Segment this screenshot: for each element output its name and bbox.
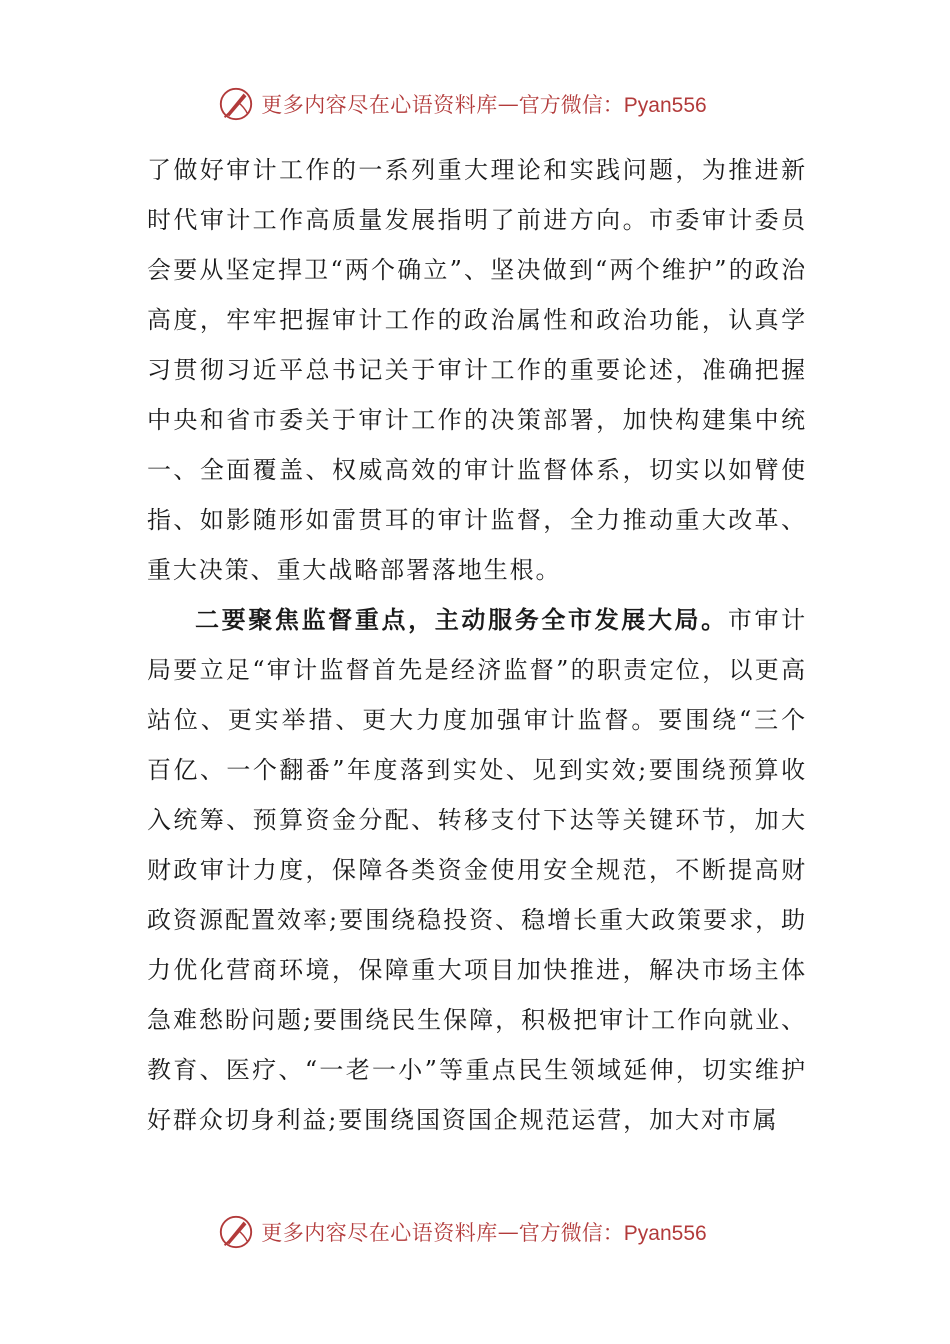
header-banner [0, 82, 950, 126]
quill-pen-icon [217, 85, 255, 123]
paragraph-2-heading: 二要聚焦监督重点，主动服务全市发展大局。 [195, 605, 728, 634]
footer-brand-text: 更多内容尽在心语资料库 [261, 1221, 498, 1245]
header-separator: — [497, 92, 519, 116]
paragraph-2 [147, 595, 807, 1145]
header-contact-text: 官方微信：Pyan556 [518, 94, 707, 117]
footer-separator: — [497, 1220, 519, 1244]
paragraph-1: 了做好审计工作的一系列重大理论和实践问题，为推进新时代审计工作高质量发展指明了前进方向。市委审计委员会要从坚定捍卫“两个确立”、坚决做到“两个维护”的政治高度，牢牢把握审计工作的政治属性和政治功能，认真学习贯彻习近平总书记关于审计工作的重要论述，准确把握中央和省市委关于审计工作的决策部署，加快构建集中统一、全面覆盖、权威高效的审计监督体系，切实以如臂使指、如影随形如雷贯耳的审计监督，全力推动重大改革、重大决策、重大战略部署落地生根。 [147, 156, 807, 584]
paragraph-2-text: 市审计局要立足“审计监督首先是经济监督”的职责定位，以更高站位、更实举措、更大力度加强审计监督。要围绕“三个百亿、一个翻番”年度落到实处、见到实效;要围绕预算收入统筹、预算资金分配、转移支付下达等关键环节，加大财政审计力度，保障各类资金使用安全规范，不断提高财政资源配置效率;要围绕稳投资、稳增长重大政策要求，助力优化营商环境，保障重大项目加快推进，解决市场主体急难愁盼问题;要围绕民生保障，积极把审计工作向就业、教育、医疗、“一老一小”等重点民生领域延伸，切实维护好群众切身利益;要围绕国资国企规范运营，加大对市属 [147, 606, 808, 1134]
footer-banner [0, 1210, 950, 1254]
footer-contact-text: 官方微信：Pyan556 [518, 1222, 707, 1245]
document-body [147, 145, 807, 1145]
quill-pen-icon [217, 1213, 255, 1251]
header-brand-text: 更多内容尽在心语资料库 [261, 93, 498, 117]
